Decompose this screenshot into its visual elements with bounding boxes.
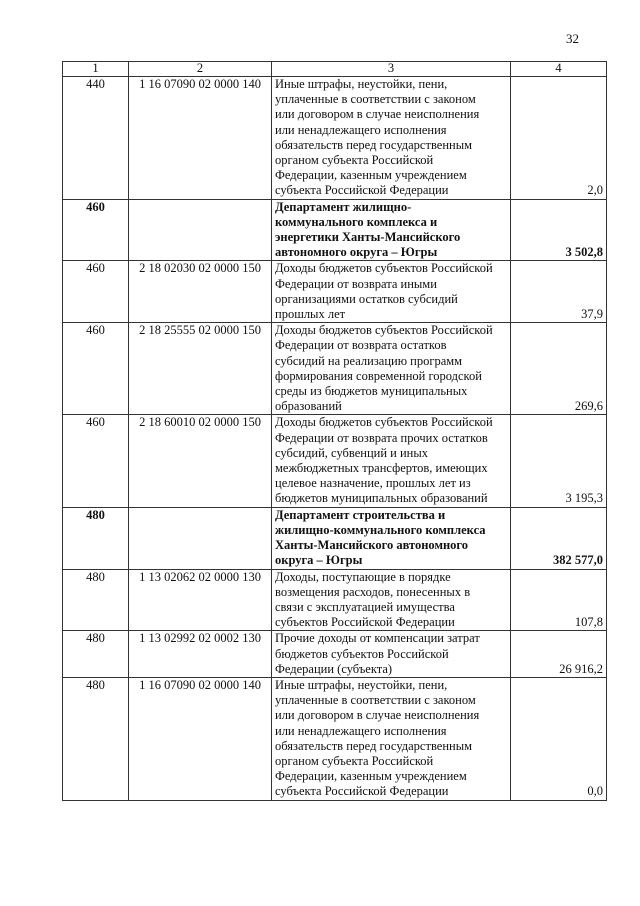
table-row bbox=[63, 507, 607, 569]
description-line: целевое назначение, прошлых лет из bbox=[275, 476, 471, 491]
description-line: уплаченные в соответствии с законом bbox=[275, 92, 476, 107]
description-line: межбюджетных трансфертов, имеющих bbox=[275, 461, 488, 476]
revenue-code-cell: 2 18 25555 02 0000 150 bbox=[129, 323, 272, 415]
revenue-code-cell bbox=[129, 199, 272, 261]
description-cell bbox=[272, 415, 511, 507]
description-line: Иные штрафы, неустойки, пени, bbox=[275, 77, 448, 91]
table-row bbox=[63, 631, 607, 678]
description-line: связи с эксплуатацией имущества bbox=[275, 599, 455, 614]
header-col-2: 2 bbox=[129, 62, 272, 77]
description-line: Доходы бюджетов субъектов Российской bbox=[275, 415, 493, 430]
amount-cell: 382 577,0 bbox=[511, 507, 607, 569]
description-line: или договором в случае неисполнения bbox=[275, 107, 480, 122]
description-line: Федерации, казенным учреждением bbox=[275, 769, 467, 784]
description-line: округа – Югры bbox=[275, 553, 363, 568]
header-col-3: 3 bbox=[272, 62, 511, 77]
table-row bbox=[63, 569, 607, 631]
description-line: субъекта Российской Федерации bbox=[275, 183, 449, 198]
header-col-1: 1 bbox=[63, 62, 129, 77]
description-line: субсидий на реализацию программ bbox=[275, 353, 463, 368]
revenue-code-cell bbox=[129, 507, 272, 569]
revenue-code-cell: 1 16 07090 02 0000 140 bbox=[129, 77, 272, 200]
description-cell bbox=[272, 507, 511, 569]
description-line: уплаченные в соответствии с законом bbox=[275, 693, 476, 708]
description-line: организациями остатков субсидий bbox=[275, 291, 458, 306]
description-line: субсидий, субвенций и иных bbox=[275, 445, 428, 460]
description-line: органом субъекта Российской bbox=[275, 753, 434, 768]
description-line: Ханты-Мансийского автономного bbox=[275, 538, 469, 553]
description-cell bbox=[272, 631, 511, 678]
description-cell bbox=[272, 199, 511, 261]
revenue-code-cell: 1 16 07090 02 0000 140 bbox=[129, 677, 272, 800]
table-row bbox=[63, 415, 607, 507]
description-line: Федерации (субъекта) bbox=[275, 661, 393, 676]
amount-cell: 37,9 bbox=[511, 261, 607, 323]
description-cell bbox=[272, 677, 511, 800]
description-line: Доходы, поступающие в порядке bbox=[275, 569, 451, 584]
description-cell bbox=[272, 77, 511, 200]
table-row bbox=[63, 199, 607, 261]
table-row bbox=[63, 77, 607, 200]
description-line: Федерации от возврата прочих остатков bbox=[275, 430, 488, 445]
revenue-code-cell: 1 13 02062 02 0000 130 bbox=[129, 569, 272, 631]
page-number: 32 bbox=[566, 31, 579, 46]
amount-cell: 269,6 bbox=[511, 323, 607, 415]
description-line: энергетики Ханты-Мансийского bbox=[275, 230, 461, 245]
description-line: субъекта Российской Федерации bbox=[275, 784, 449, 799]
description-line: или ненадлежащего исполнения bbox=[275, 122, 447, 137]
admin-code-cell: 460 bbox=[63, 199, 129, 261]
admin-code-cell: 480 bbox=[63, 569, 129, 631]
amount-cell: 3 195,3 bbox=[511, 415, 607, 507]
revenue-code-cell: 2 18 02030 02 0000 150 bbox=[129, 261, 272, 323]
description-line: органом субъекта Российской bbox=[275, 153, 434, 168]
description-line: возмещения расходов, понесенных в bbox=[275, 584, 471, 599]
description-line: Департамент жилищно- bbox=[275, 199, 412, 214]
description-line: прошлых лет bbox=[275, 307, 346, 322]
amount-cell: 107,8 bbox=[511, 569, 607, 631]
description-line: обязательств перед государственным bbox=[275, 137, 473, 152]
table-row bbox=[63, 323, 607, 415]
description-line: субъектов Российской Федерации bbox=[275, 615, 455, 630]
admin-code-cell: 480 bbox=[63, 677, 129, 800]
description-line: формирования современной городской bbox=[275, 368, 482, 383]
description-line: автономного округа – Югры bbox=[275, 245, 438, 260]
description-cell bbox=[272, 261, 511, 323]
admin-code-cell: 440 bbox=[63, 77, 129, 200]
description-line: Доходы бюджетов субъектов Российской bbox=[275, 261, 493, 276]
description-line: или ненадлежащего исполнения bbox=[275, 723, 447, 738]
description-line: Доходы бюджетов субъектов Российской bbox=[275, 323, 493, 338]
revenue-table bbox=[62, 61, 607, 801]
description-line: обязательств перед государственным bbox=[275, 738, 473, 753]
description-line: коммунального комплекса и bbox=[275, 214, 438, 229]
description-line: среды из бюджетов муниципальных bbox=[275, 384, 468, 399]
table-header-row bbox=[63, 62, 607, 77]
description-line: Иные штрафы, неустойки, пени, bbox=[275, 677, 448, 692]
table-body bbox=[63, 77, 607, 801]
description-line: Департамент строительства и bbox=[275, 507, 446, 522]
admin-code-cell: 460 bbox=[63, 415, 129, 507]
description-cell bbox=[272, 323, 511, 415]
amount-cell: 3 502,8 bbox=[511, 199, 607, 261]
revenue-code-cell: 2 18 60010 02 0000 150 bbox=[129, 415, 272, 507]
description-line: или договором в случае неисполнения bbox=[275, 708, 480, 723]
description-line: Федерации, казенным учреждением bbox=[275, 168, 467, 183]
description-cell bbox=[272, 569, 511, 631]
amount-cell: 0,0 bbox=[511, 677, 607, 800]
admin-code-cell: 480 bbox=[63, 631, 129, 678]
description-line: бюджетов субъектов Российской bbox=[275, 646, 449, 661]
table-row bbox=[63, 677, 607, 800]
amount-cell: 2,0 bbox=[511, 77, 607, 200]
table-row bbox=[63, 261, 607, 323]
description-line: Федерации от возврата иными bbox=[275, 276, 437, 291]
description-line: Федерации от возврата остатков bbox=[275, 338, 447, 353]
description-line: жилищно-коммунального комплекса bbox=[275, 522, 486, 537]
admin-code-cell: 480 bbox=[63, 507, 129, 569]
admin-code-cell: 460 bbox=[63, 323, 129, 415]
admin-code-cell: 460 bbox=[63, 261, 129, 323]
header-col-4: 4 bbox=[511, 62, 607, 77]
amount-cell: 26 916,2 bbox=[511, 631, 607, 678]
description-line: Прочие доходы от компенсации затрат bbox=[275, 631, 480, 646]
description-line: бюджетов муниципальных образований bbox=[275, 491, 488, 506]
revenue-code-cell: 1 13 02992 02 0002 130 bbox=[129, 631, 272, 678]
description-line: образований bbox=[275, 399, 342, 414]
